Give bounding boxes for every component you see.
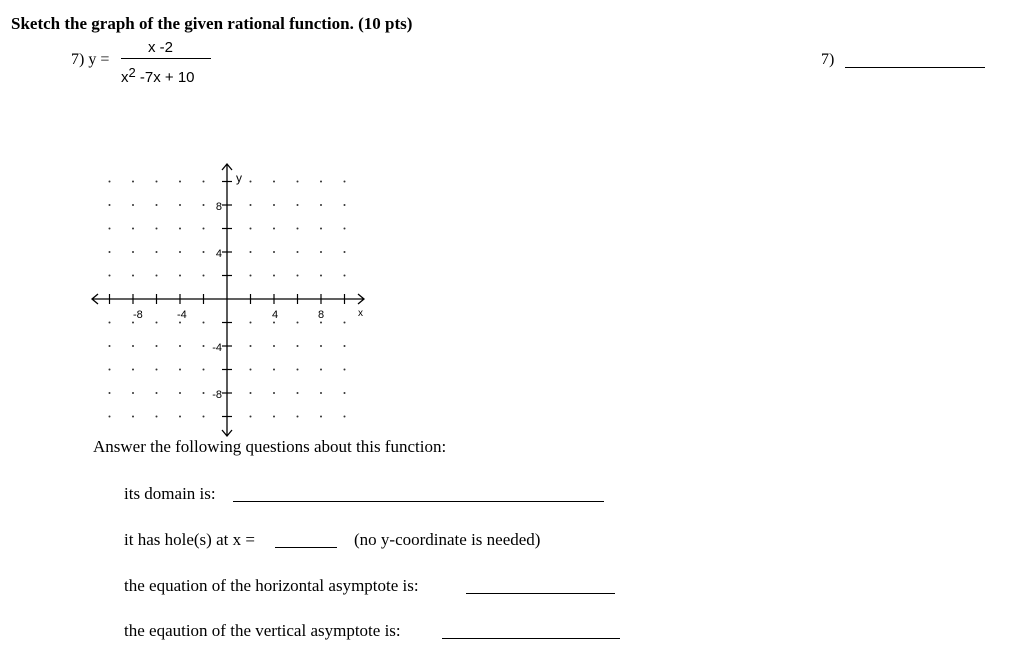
grid-dot <box>203 204 205 206</box>
vertical-asymptote-label: the eqaution of the vertical asymptote is: <box>124 621 401 640</box>
grid-dot <box>297 322 299 324</box>
grid-dot <box>132 275 134 277</box>
grid-dot <box>132 392 134 394</box>
domain-label: its domain is: <box>124 484 216 503</box>
grid-dot <box>320 228 322 230</box>
grid-dot <box>273 369 275 371</box>
grid-dot <box>179 228 181 230</box>
grid-dot <box>320 322 322 324</box>
grid-dot <box>132 345 134 347</box>
grid-dot <box>273 392 275 394</box>
grid-dot <box>250 392 252 394</box>
x-tick-label: -4 <box>177 309 187 321</box>
grid-dot <box>297 275 299 277</box>
grid-dot <box>132 322 134 324</box>
grid-dot <box>344 181 346 183</box>
domain-answer-line[interactable] <box>233 501 604 502</box>
grid-dot <box>109 204 111 206</box>
grid-dot <box>297 345 299 347</box>
grid-dot <box>250 369 252 371</box>
grid-dot <box>250 251 252 253</box>
grid-dot <box>109 228 111 230</box>
hole-label: it has hole(s) at x = <box>124 530 255 549</box>
grid-dot <box>156 322 158 324</box>
grid-dot <box>156 181 158 183</box>
grid-dot <box>203 416 205 418</box>
grid-dot <box>273 181 275 183</box>
denominator-base: x <box>121 69 129 86</box>
answer-number-label: 7) <box>821 51 835 68</box>
grid-dot <box>344 228 346 230</box>
grid-dot <box>273 275 275 277</box>
grid-dot <box>250 181 252 183</box>
grid-dot <box>132 369 134 371</box>
grid-dot <box>297 416 299 418</box>
x-tick-label: -8 <box>133 309 143 321</box>
instructions: Answer the following questions about this function: <box>93 437 447 456</box>
grid-dot <box>297 181 299 183</box>
grid-dot <box>297 369 299 371</box>
grid-dot <box>132 204 134 206</box>
grid-dot <box>273 251 275 253</box>
grid-dot <box>344 322 346 324</box>
x-tick-label: 4 <box>272 309 279 321</box>
grid-dot <box>320 204 322 206</box>
grid-dot <box>156 392 158 394</box>
grid-dot <box>273 416 275 418</box>
grid-dot <box>250 345 252 347</box>
grid-dot <box>109 251 111 253</box>
grid-dot <box>273 322 275 324</box>
grid-dot <box>297 392 299 394</box>
y-tick-label: 8 <box>215 201 222 213</box>
grid-dot <box>273 228 275 230</box>
grid-dot <box>320 251 322 253</box>
grid-dot <box>156 345 158 347</box>
x-axis <box>92 294 364 304</box>
question-label: 7) y = <box>71 51 110 68</box>
grid-dot <box>109 181 111 183</box>
grid-dot <box>179 275 181 277</box>
grid-dot <box>273 204 275 206</box>
grid-dot <box>109 275 111 277</box>
grid-dot <box>132 181 134 183</box>
grid-dot <box>320 275 322 277</box>
grid-dot <box>320 416 322 418</box>
hole-answer-line[interactable] <box>275 547 337 548</box>
y-axis <box>222 164 232 436</box>
denominator-rest: -7x + 10 <box>135 69 195 86</box>
grid-dot <box>320 345 322 347</box>
grid-dot <box>179 416 181 418</box>
hole-note: (no y-coordinate is needed) <box>354 530 541 549</box>
grid-dot <box>109 392 111 394</box>
fraction-numerator: x -2 <box>148 39 174 56</box>
grid-dot <box>179 392 181 394</box>
grid-dot <box>203 251 205 253</box>
grid-dot <box>156 369 158 371</box>
grid-dot <box>250 228 252 230</box>
grid-dot <box>250 204 252 206</box>
grid-dot <box>297 251 299 253</box>
y-tick-label: -4 <box>212 342 222 354</box>
grid-dot <box>250 275 252 277</box>
grid-dot <box>179 369 181 371</box>
grid-dot <box>203 181 205 183</box>
grid-dot <box>344 275 346 277</box>
grid-dot <box>203 369 205 371</box>
grid-dot <box>250 322 252 324</box>
x-axis-label: x <box>358 308 363 319</box>
denominator-exponent: 2 <box>128 65 136 80</box>
grid-dot <box>203 275 205 277</box>
grid-dot <box>109 345 111 347</box>
grid-dot <box>156 204 158 206</box>
grid-dot <box>132 416 134 418</box>
grid-dot <box>203 345 205 347</box>
y-axis-label: y <box>236 171 242 185</box>
grid-dot <box>344 416 346 418</box>
grid-dot <box>156 416 158 418</box>
vertical-asymptote-answer-line[interactable] <box>442 638 620 639</box>
grid-dot <box>320 181 322 183</box>
horizontal-asymptote-label: the equation of the horizontal asymptote is: <box>124 576 419 595</box>
grid-dot <box>156 275 158 277</box>
grid-dot <box>156 228 158 230</box>
grid-dot <box>203 322 205 324</box>
grid-dot <box>132 251 134 253</box>
y-tick-label: 4 <box>215 248 222 260</box>
grid-dot <box>179 204 181 206</box>
grid-dot <box>344 392 346 394</box>
grid-dot <box>320 392 322 394</box>
grid-dot <box>203 228 205 230</box>
grid-dot <box>344 345 346 347</box>
grid-dot <box>203 392 205 394</box>
grid-dot <box>109 322 111 324</box>
grid-dot <box>344 369 346 371</box>
grid-dot <box>297 228 299 230</box>
grid-dot <box>179 181 181 183</box>
grid-dot <box>250 416 252 418</box>
grid-dot <box>156 251 158 253</box>
grid-dot <box>344 251 346 253</box>
grid-dot <box>179 322 181 324</box>
x-tick-label: 8 <box>318 309 325 321</box>
y-tick-label: -8 <box>212 389 222 401</box>
grid-dot <box>273 345 275 347</box>
grid-dot <box>179 251 181 253</box>
grid-dot <box>297 204 299 206</box>
grid-dot <box>320 369 322 371</box>
grid-dot <box>179 345 181 347</box>
grid-dot <box>344 204 346 206</box>
page-title: Sketch the graph of the given rational function. (10 pts) <box>11 14 413 33</box>
grid-dot <box>109 416 111 418</box>
horizontal-asymptote-answer-line[interactable] <box>466 593 615 594</box>
grid-dot <box>109 369 111 371</box>
grid-dot <box>132 228 134 230</box>
